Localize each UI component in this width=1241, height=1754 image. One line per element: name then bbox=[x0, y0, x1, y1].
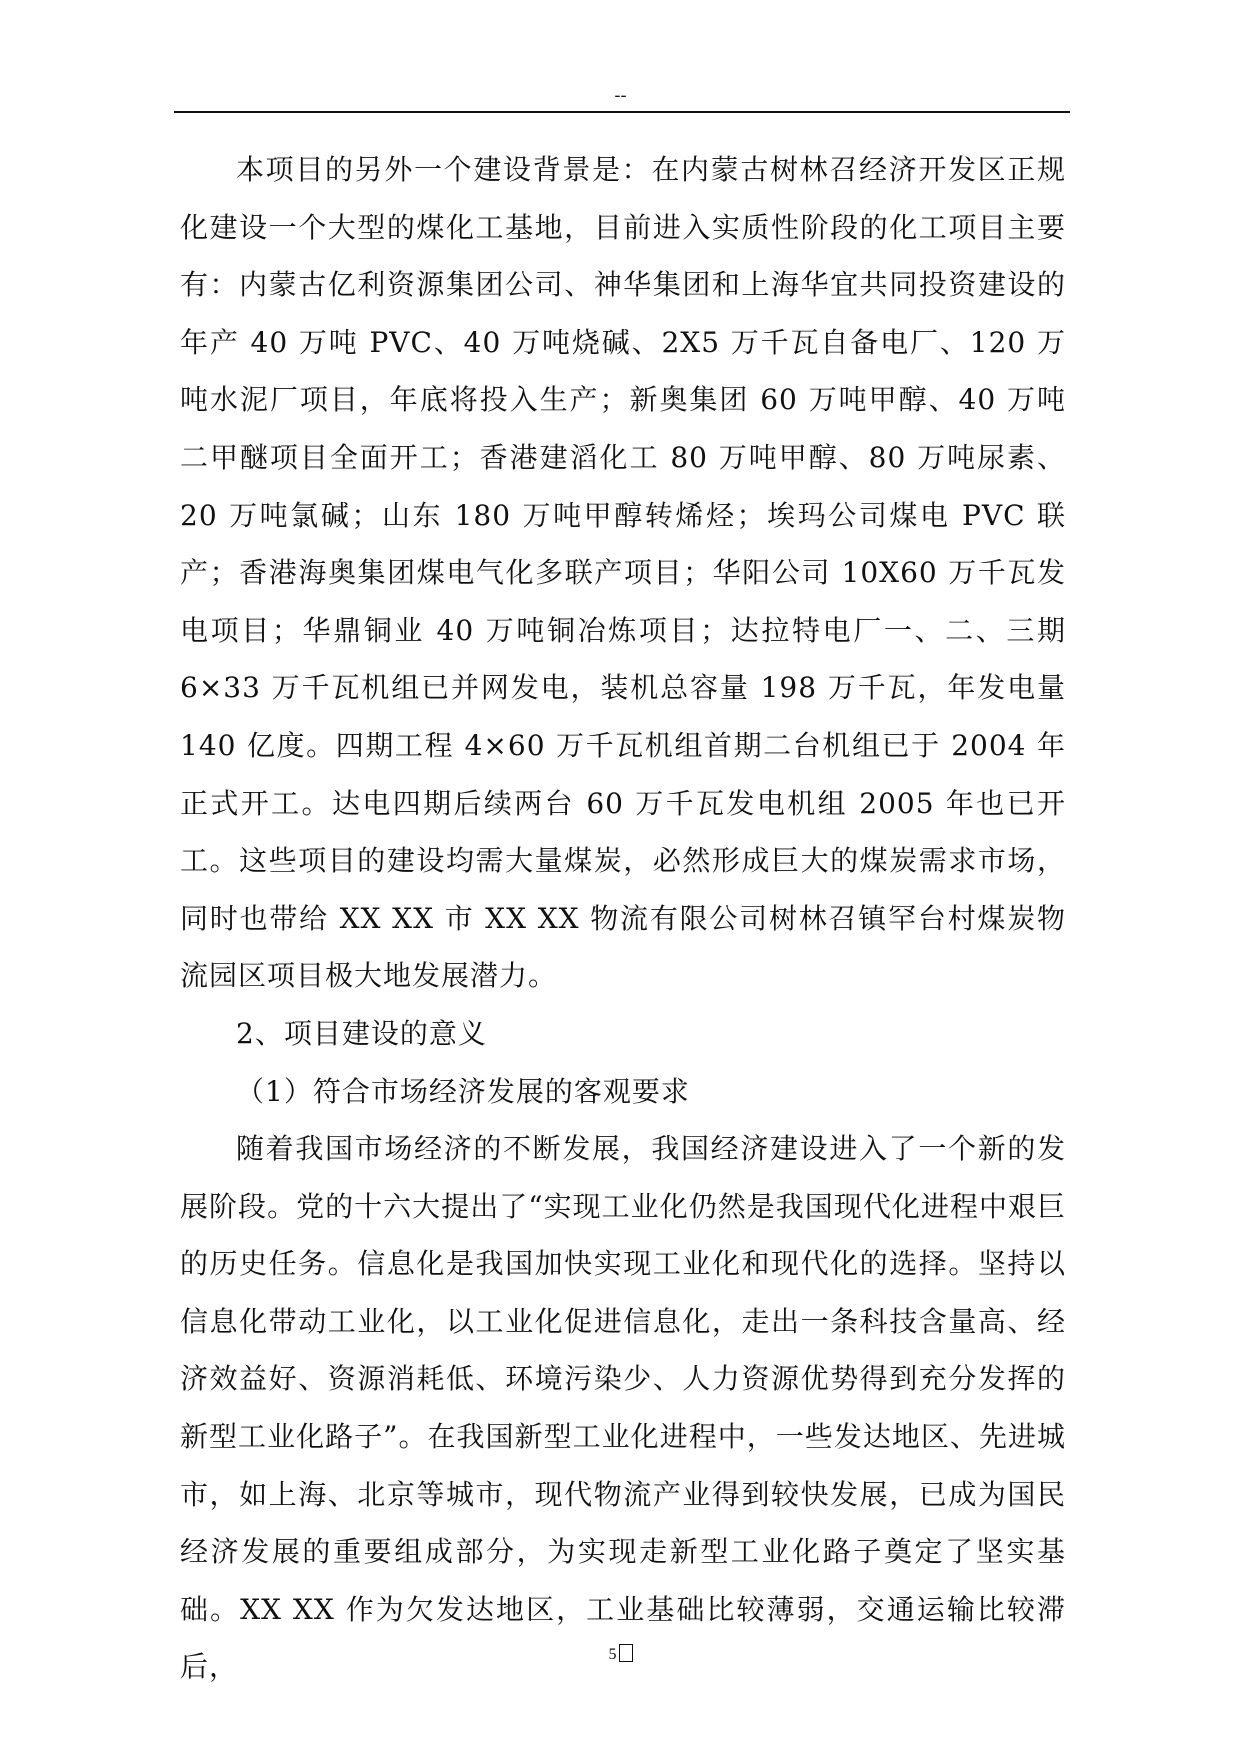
missing-glyph-box-icon bbox=[619, 1644, 633, 1662]
paragraph-background: 本项目的另外一个建设背景是：在内蒙古树林召经济开发区正规化建设一个大型的煤化工基地，目前进入实质性阶段的化工项目主要有：内蒙古亿利资源集团公司、神华集团和上海华宜共同投资建设的年产 40 万吨 PVC、40 万吨烧碱、2X5 万千瓦自备电厂、120 万吨水泥厂项目，年底将投入生产；新奥集团 60 万吨甲醇、40 万吨二甲醚项目全面开工；香港建滔化工 80 万吨甲醇、80 万吨尿素、20 万吨氯碱；山东 180 万吨甲醇转烯烃；埃玛公司煤电 PVC 联产；香港海奥集团煤电气化多联产项目；华阳公司 10X60 万千瓦发电项目；华鼎铜业 40 万吨铜冶炼项目；达拉特电厂一、二、三期 6×33 万千瓦机组已并网发电，装机总容量 198 万千瓦，年发电量 140 亿度。四期工程 4×60 万千瓦机组首期二台机组已于 2004 年正式开工。达电四期后续两台 60 万千瓦发电机组 2005 年也已开工。这些项目的建设均需大量煤炭，必然形成巨大的煤炭需求市场，同时也带给 XX XX 市 XX XX 物流有限公司树林召镇罕台村煤炭物流园区项目极大地发展潜力。 bbox=[180, 153, 1066, 993]
page-footer bbox=[0, 1644, 1241, 1665]
page-number: 5 bbox=[608, 1646, 617, 1663]
section-heading-significance: 2、项目建设的意义 bbox=[236, 1016, 487, 1050]
header-mark: -- bbox=[614, 85, 627, 106]
paragraph-market-economy: 随着我国市场经济的不断发展，我国经济建设进入了一个新的发展阶段。党的十六大提出了“实现工业化仍然是我国现代化进程中艰巨的历史任务。信息化是我国加快实现工业化和现代化的选择。坚持以信息化带动工业化，以工业化促进信息化，走出一条科技含量高、经济效益好、资源消耗低、环境污染少、人力资源优势得到充分发挥的新型工业化路子”。在我国新型工业化进程中，一些发达地区、先进城市，如上海、北京等城市，现代物流产业得到较快发展，已成为国民经济发展的重要组成部分，为实现走新型工业化路子奠定了坚实基础。XX XX 作为欠发达地区，工业基础比较薄弱，交通运输比较滞后， bbox=[180, 1132, 1066, 1684]
document-body bbox=[180, 141, 1066, 1696]
header-rule bbox=[174, 111, 1070, 113]
subsection-heading-market: （1）符合市场经济发展的客观要求 bbox=[236, 1074, 690, 1108]
